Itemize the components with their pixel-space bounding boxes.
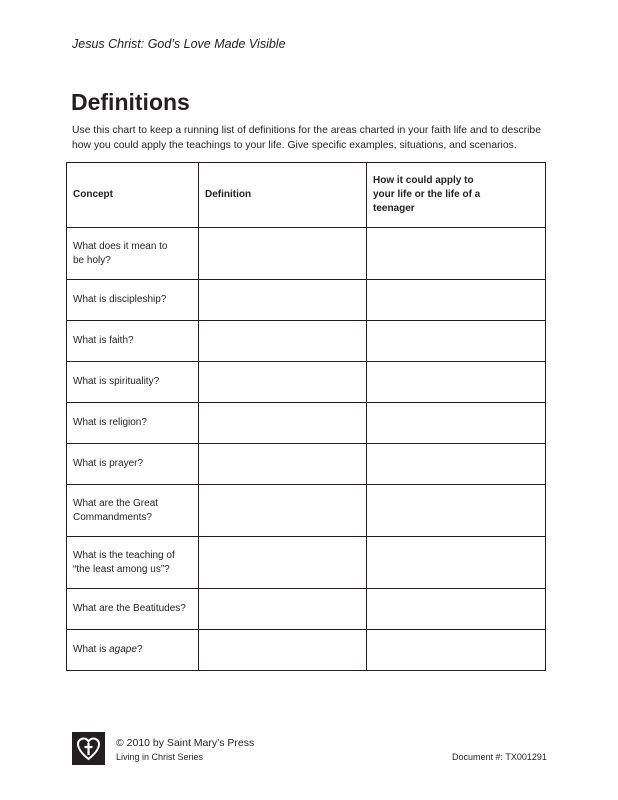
- concept-cell: What is the teaching of “the least among us”?: [67, 537, 199, 589]
- concept-cell: [67, 630, 199, 671]
- definition-cell[interactable]: [199, 444, 367, 485]
- application-cell[interactable]: [367, 537, 546, 589]
- application-cell[interactable]: [367, 228, 546, 280]
- table-row: [67, 280, 546, 321]
- concept-cell: What is prayer?: [67, 444, 199, 485]
- concept-cell: What is faith?: [67, 321, 199, 362]
- application-cell[interactable]: [367, 403, 546, 444]
- concept-cell: What is spirituality?: [67, 362, 199, 403]
- table-row: [67, 537, 546, 589]
- definition-cell[interactable]: [199, 630, 367, 671]
- definition-cell[interactable]: [199, 589, 367, 630]
- page-title: Definitions: [71, 89, 190, 115]
- definitions-table: [66, 162, 546, 671]
- application-cell[interactable]: [367, 485, 546, 537]
- footer-series: Living in Christ Series: [116, 752, 204, 762]
- definition-cell[interactable]: [199, 485, 367, 537]
- definition-cell[interactable]: [199, 537, 367, 589]
- table-row: [67, 321, 546, 362]
- application-cell[interactable]: [367, 630, 546, 671]
- logo-mark-icon: [72, 732, 105, 765]
- concept-emphasis: agape: [109, 644, 137, 655]
- concept-cell: What is religion?: [67, 403, 199, 444]
- footer-document-number: Document #: TX001291: [452, 752, 547, 762]
- saint-marys-press-logo-icon: [72, 732, 105, 765]
- table-row: [67, 589, 546, 630]
- table-row: [67, 630, 546, 671]
- header-definition: Definition: [199, 163, 367, 228]
- definition-cell[interactable]: [199, 362, 367, 403]
- table-row: [67, 444, 546, 485]
- application-cell[interactable]: [367, 444, 546, 485]
- application-cell[interactable]: [367, 589, 546, 630]
- table-header-row: [67, 163, 546, 228]
- footer-copyright: © 2010 by Saint Mary’s Press: [116, 737, 255, 749]
- concept-cell: What is discipleship?: [67, 280, 199, 321]
- application-cell[interactable]: [367, 321, 546, 362]
- concept-cell: What are the Great Commandments?: [67, 485, 199, 537]
- concept-cell: What are the Beatitudes?: [67, 589, 199, 630]
- concept-prefix: What is: [73, 644, 110, 655]
- definition-cell[interactable]: [199, 321, 367, 362]
- instructions-text: Use this chart to keep a running list of definitions for the areas charted in your faith life and to describe how you could apply the teachings to your life. Give specific examples, situations, and scenarios.: [72, 125, 541, 151]
- table-row: [67, 485, 546, 537]
- definition-cell[interactable]: [199, 280, 367, 321]
- application-cell[interactable]: [367, 362, 546, 403]
- concept-cell: What does it mean to be holy?: [67, 228, 199, 280]
- definition-cell[interactable]: [199, 228, 367, 280]
- table-row: [67, 362, 546, 403]
- table-row: [67, 403, 546, 444]
- table-row: [67, 228, 546, 280]
- application-cell[interactable]: [367, 280, 546, 321]
- header-application: How it could apply to your life or the life of a teenager: [367, 163, 546, 228]
- definition-cell[interactable]: [199, 403, 367, 444]
- concept-suffix: ?: [136, 644, 143, 655]
- header-series-title: Jesus Christ: God’s Love Made Visible: [72, 37, 286, 51]
- header-concept: Concept: [67, 163, 199, 228]
